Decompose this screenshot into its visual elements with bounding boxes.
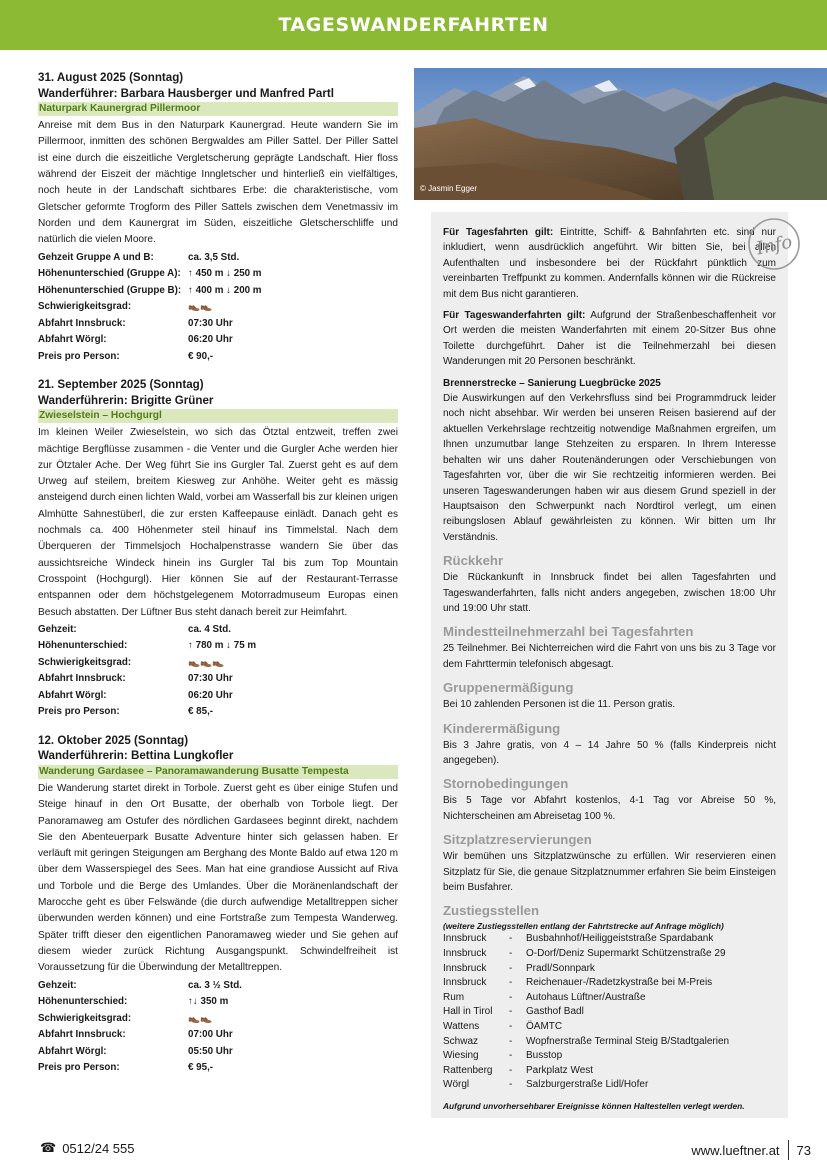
fact-value: € 95,- [188, 1062, 214, 1074]
stop-city: Innsbruck [443, 948, 487, 959]
info-hiking-text: Aufgrund der Straßenbeschaffenheit vor Ort werden die meisten Wanderfahrten mit einem 20-Sitzer Bus ohne Toilette durchgeführt. Daher ist die Teilnehmerzahl bei diesen Wanderungen mit 20 Personen beschränkt. [443, 310, 776, 368]
section-title: Kinderermäßigung [443, 720, 561, 736]
footer-right [691, 1140, 811, 1160]
list-item [443, 1020, 776, 1035]
fact-row [38, 638, 398, 655]
info-daytrips-text: Eintritte, Schiff- & Bahnfahrten etc. sind nur inkludiert, wenn ausdrücklich angeführt. Wir bitten Sie, bei allen Aufenthalten und insbesondere bei der Rückfahrt pünktlich zum vereinbarten Treffpunkt zu kommen. Andernfalls können wir die Rückreise mit dem Bus nicht garantieren. [443, 227, 776, 300]
fact-value: ca. 3,5 Std. [188, 251, 240, 263]
fact-label: Abfahrt Wörgl: [38, 334, 107, 346]
stop-city: Rattenberg [443, 1064, 493, 1076]
fact-row [38, 283, 398, 300]
stop-city: Innsbruck [443, 962, 487, 974]
photo-credit: © Jasmin Egger [420, 184, 478, 193]
mountain-landscape-image [414, 68, 827, 200]
fact-row [38, 1027, 398, 1044]
page-header [0, 0, 827, 50]
info-stamp-icon [746, 216, 802, 272]
fact-row [38, 349, 398, 366]
tour-guide: Wanderführer: Barbara Hausberger und Manfred Partl [38, 86, 334, 100]
fact-value: ↑↓ 350 m [188, 996, 229, 1008]
section-title: Gruppenermäßigung [443, 680, 574, 696]
stop-name: Busstop [526, 1050, 563, 1062]
tour-location: Zwieselstein – Hochgurgl [38, 409, 398, 423]
fact-label: Gehzeit Gruppe A und B: [38, 251, 154, 263]
stop-dash: - [509, 1035, 513, 1047]
stop-name: Reichenauer-/Radetzkystraße bei M-Preis [526, 977, 713, 989]
tour-location: Naturpark Kaunergrad Pillermoor [38, 102, 398, 116]
fact-label: Abfahrt Wörgl: [38, 1045, 107, 1057]
fact-row [38, 250, 398, 267]
info-daytrips-lead: Für Tagesfahrten gilt: [443, 227, 554, 238]
list-item [443, 991, 776, 1006]
stop-dash: - [509, 933, 513, 945]
stop-dash: - [509, 1050, 513, 1062]
fact-row [38, 1060, 398, 1077]
fact-label: Gehzeit: [38, 979, 77, 991]
page-number: 73 [796, 1142, 811, 1158]
stop-name: O-Dorf/Deniz Supermarkt Schützenstraße 29 [526, 948, 726, 959]
stop-name: Autohaus Lüftner/Austraße [526, 991, 646, 1003]
mountain-photo [414, 68, 827, 200]
list-item [443, 1005, 776, 1020]
stop-dash: - [509, 1020, 513, 1032]
phone-number: 0512/24 555 [62, 1140, 135, 1156]
fact-value: ca. 3 ½ Std. [188, 979, 242, 991]
fact-row [38, 299, 398, 316]
fact-label: Abfahrt Wörgl: [38, 689, 107, 701]
fact-row [38, 332, 398, 349]
stop-name: Wopfnerstraße Terminal Steig B/Stadtgalerien [526, 1035, 730, 1047]
svg-text:Info: Info [754, 231, 795, 260]
fact-label: Schwierigkeitsgrad: [38, 656, 132, 668]
fact-value: ca. 4 Std. [188, 623, 232, 635]
list-item [443, 976, 776, 991]
list-item [443, 962, 776, 977]
info-stamp [746, 216, 802, 277]
page-title: TAGESWANDERFAHRTEN [278, 14, 549, 36]
fact-value: ↑ 780 m ↓ 75 m [188, 640, 257, 652]
list-item [443, 1049, 776, 1064]
fact-row [38, 978, 398, 995]
fact-label: Höhenunterschied (Gruppe B): [38, 284, 182, 296]
section-text: Wir bemühen uns Sitzplatzwünsche zu erfüllen. Wir reservieren einen Sitzplatz für Sie, die genaue Sitzplatznummer erfahren Sie beim Einsteigen beim Busfahrer. [443, 851, 776, 893]
tour-location: Wanderung Gardasee – Panoramawanderung Busatte Tempesta [38, 765, 398, 779]
stop-city: Innsbruck [443, 977, 487, 989]
stop-city: Wiesing [443, 1050, 479, 1062]
fact-row [38, 266, 398, 283]
fact-value: ↑ 400 m ↓ 200 m [188, 284, 262, 296]
footer-divider [788, 1140, 789, 1160]
fact-label: Preis pro Person: [38, 1062, 120, 1074]
brenner-text: Die Auswirkungen auf den Verkehrsfluss sind bei Programmdruck leider noch nicht absehbar. Wir werden bei unseren Reisen basierend auf der aktuellen Verkehrslage rechtzeitig notwendige Maßnahmen ergreifen, um Ihnen unzumutbar lange Stehzeiten zu ersparen. In Ihrem Interesse behalten wir uns daher Routenänderungen oder Verschiebungen von Tagesfahrten vor, über die wir Sie rechtzeitig informieren werden. Bei unseren Tageswanderungen haben wir aus diesem Grund speziell in der Hauptsaison den Schwerpunkt nach Nordtirol verlegt, um einen reibungslosen Ablauf gewährleisten zu können. Wir bitten um Ihr Verständnis. [443, 393, 776, 543]
brenner-heading: Brennerstrecke – Sanierung Luegbrücke 2025 [443, 377, 661, 389]
section-text: Bis 5 Tage vor Abfahrt kostenlos, 4-1 Tag vor Abreise 50 %, Nichterscheinen am Abreisetag 100 %. [443, 795, 776, 822]
fact-label: Schwierigkeitsgrad: [38, 1012, 132, 1024]
fact-label: Preis pro Person: [38, 706, 120, 718]
fact-label: Schwierigkeitsgrad: [38, 301, 132, 313]
stops-footer-note: Aufgrund unvorhersehbarer Ereignisse können Haltestellen verlegt werden. [443, 1100, 745, 1111]
fact-label: Abfahrt Innsbruck: [38, 1029, 126, 1041]
stop-name: Busbahnhof/Heiliggeiststraße Spardabank [526, 933, 714, 945]
stop-city: Innsbruck [443, 933, 487, 945]
tour-guide: Wanderführerin: Brigitte Grüner [38, 393, 214, 407]
fact-row [38, 655, 398, 672]
tour-description: Im kleinen Weiler Zwieselstein, wo sich das Ötztal entzweit, treffen zwei mächtige Bergflüsse zusammen - die Venter und die Gurgler Ache werden hier zur Ötztaler Ache. Der Weg führt Sie ins Gurgler Tal. Zuerst geht es auf dem Urweg auf steilem, breitem Kiesweg zur Anhöhe. Weiter geht es mässig ansteigend durch einen lichten Wald, vorbei am Wasserfall bis zur kleinen urigen Almhütte Sahnestüberl, die zur ersten Kaffeepause einlädt. Danach geht es nochmals ca. 400 Höhenmeter steil hinauf ins Timmelstal. Nach dem Überqueren der Timmelsjoch Hochalpenstrasse wandern Sie über das aussichtsreiche Windeck hinein ins Gurgler Tal bis zum Top Mountain Crosspoint (Hochgurgl). Hier können Sie auf der Restaurant-Terrasse entspannen oder dem höchstgelegenem Motorradmuseum Europas einen Besuch abstatten. Der Lüftner Bus steht danach bereit zur Heimfahrt. [38, 427, 399, 618]
stop-dash: - [509, 1064, 513, 1076]
stop-dash: - [509, 962, 513, 974]
tour-2 [38, 377, 398, 721]
fact-row [38, 1044, 398, 1061]
tour-list [38, 70, 398, 1089]
stop-name: Parkplatz West [526, 1064, 594, 1076]
list-item [443, 932, 776, 947]
list-item [443, 1078, 776, 1093]
stop-city: Hall in Tirol [443, 1006, 493, 1018]
fact-value: 06:20 Uhr [188, 334, 233, 346]
fact-label: Gehzeit: [38, 623, 77, 635]
tour-description: Anreise mit dem Bus in den Naturpark Kaunergrad. Heute wandern Sie im Pillermoor, inmitten des schönen Bergwaldes am Piller Sattel. Der Piller Sattel ist eine durch die eiszeitliche Vergletscherung geprägte Landschaft. Hier floss während der Eiszeit der mächtige Inngletscher und hinterließ ein vielfältiges, noch heute in der Landschaft sichtbares Erbe: die charakteristische, vom Gletscher geformte Trogform des Piller Sattels zwischen dem Venetmassiv im Norden und dem Kaunergrat im Süden, eiszeitliche Gletscherschliffe und natürlich die vielen Moore. [38, 120, 398, 246]
website-link[interactable]: www.lueftner.at [691, 1142, 780, 1158]
info-hiking-lead: Für Tageswanderfahrten gilt: [443, 310, 586, 322]
info-hiking-trips [443, 308, 776, 370]
fact-value: ↑ 450 m ↓ 250 m [188, 268, 262, 280]
section-text: Die Rückankunft in Innsbruck findet bei allen Tagesfahrten und Tageswanderfahrten, falls nicht anders angegeben, zwischen 18:00 Uhr und 19:00 Uhr statt. [443, 572, 776, 614]
tour-3 [38, 733, 398, 1077]
fact-value: 07:30 Uhr [188, 317, 233, 329]
section-title: Mindestteilnehmerzahl bei Tagesfahrten [443, 624, 694, 640]
difficulty-boot-icons: 👞👞👞 [188, 656, 225, 668]
section-text: 25 Teilnehmer. Bei Nichterreichen wird die Fahrt von uns bis zu 3 Tage vor dem Fahrttermin telefonisch abgesagt. [443, 643, 776, 670]
fact-value: 07:00 Uhr [188, 1029, 233, 1041]
info-daytrips [443, 225, 776, 302]
footer-phone [40, 1140, 135, 1156]
fact-label: Höhenunterschied (Gruppe A): [38, 268, 181, 280]
stop-dash: - [509, 1079, 513, 1091]
fact-value: 07:30 Uhr [188, 673, 233, 685]
tour-date: 31. August 2025 (Sonntag) [38, 71, 184, 84]
fact-row [38, 688, 398, 705]
fact-label: Höhenunterschied: [38, 640, 128, 652]
stop-city: Wörgl [443, 1079, 470, 1091]
tour-facts [38, 250, 398, 366]
fact-value: 05:50 Uhr [188, 1045, 233, 1057]
tour-guide: Wanderführerin: Bettina Lungkofler [38, 749, 234, 763]
section-title: Stornobedingungen [443, 776, 569, 792]
tour-1 [38, 70, 398, 365]
stops-title: Zustiegsstellen [443, 903, 540, 919]
section-title: Sitzplatzreservierungen [443, 832, 592, 848]
section-text: Bei 10 zahlenden Personen ist die 11. Person gratis. [443, 699, 676, 711]
tour-date: 12. Oktober 2025 (Sonntag) [38, 733, 189, 747]
section-text: Bis 3 Jahre gratis, von 4 – 14 Jahre 50 % (falls Kinderpreis nicht angegeben). [443, 739, 776, 766]
phone-icon: ☎ [40, 1140, 57, 1155]
difficulty-boot-icons: 👞👞 [188, 301, 213, 313]
stop-dash: - [509, 1006, 513, 1018]
info-box [431, 212, 795, 1118]
stop-name: Pradl/Sonnpark [526, 962, 595, 974]
tour-description: Die Wanderung startet direkt in Torbole. Zuerst geht es über einige Stufen und Steige hinauf in den Ort Busatte, der oberhalb von Torbole liegt. Der Panoramaweg am Ostufer des nördlichen Gardasees beginnt direkt, nachdem Sie den Abenteuerpark Busatte Adventure hinter sich gelassen haben. Er verläuft mit geringen Steigungen am Berghang des Monte Baldo auf etwa 120 m über dem Wasserspiegel des Sees. Man hat eine grandiose Aussicht auf Riva und Torbole und die Berge des Umlandes. Über die Moränenlandschaft der Marocche geht es über Felswände (die durch aufwendige Metalltreppen sicher überwunden werden können) und eine Fortstraße zum Tempesta Wanderweg. Später trifft dieser den eigentlichen Panoramaweg wieder und Sie gehen auf diesem wieder zurück Richtung Ausgangspunkt. Schwindelfreiheit ist Voraussetzung für die Überwindung der Metalltreppen. [38, 783, 398, 974]
section-title: Rückkehr [443, 553, 504, 569]
stop-name: Gasthof Badl [526, 1006, 584, 1018]
fact-label: Höhenunterschied: [38, 996, 128, 1008]
fact-row [38, 622, 398, 639]
stop-name: Salzburgerstraße Lidl/Hofer [526, 1079, 649, 1091]
tour-date: 21. September 2025 (Sonntag) [38, 378, 204, 392]
fact-row [38, 671, 398, 688]
list-item [443, 1035, 776, 1050]
fact-value: 06:20 Uhr [188, 689, 233, 701]
stops-note: (weitere Zustiegsstellen entlang der Fahrtstrecke auf Anfrage möglich) [443, 921, 724, 932]
stops-list [443, 932, 776, 1093]
fact-value: € 85,- [188, 706, 214, 718]
stop-city: Wattens [443, 1020, 480, 1032]
stop-dash: - [509, 977, 513, 989]
fact-row [38, 1011, 398, 1028]
stop-city: Rum [443, 991, 465, 1003]
list-item [443, 1064, 776, 1079]
fact-row [38, 316, 398, 333]
stop-name: ÖAMTC [526, 1020, 563, 1032]
tour-facts [38, 978, 398, 1077]
fact-row [38, 994, 398, 1011]
stop-city: Schwaz [443, 1035, 479, 1047]
list-item [443, 947, 776, 962]
fact-label: Abfahrt Innsbruck: [38, 317, 126, 329]
fact-value: € 90,- [188, 350, 214, 362]
stop-dash: - [509, 948, 513, 959]
stop-dash: - [509, 991, 513, 1003]
tour-facts [38, 622, 398, 721]
fact-label: Abfahrt Innsbruck: [38, 673, 126, 685]
difficulty-boot-icons: 👞👞 [188, 1012, 213, 1024]
fact-label: Preis pro Person: [38, 350, 120, 362]
fact-row [38, 704, 398, 721]
